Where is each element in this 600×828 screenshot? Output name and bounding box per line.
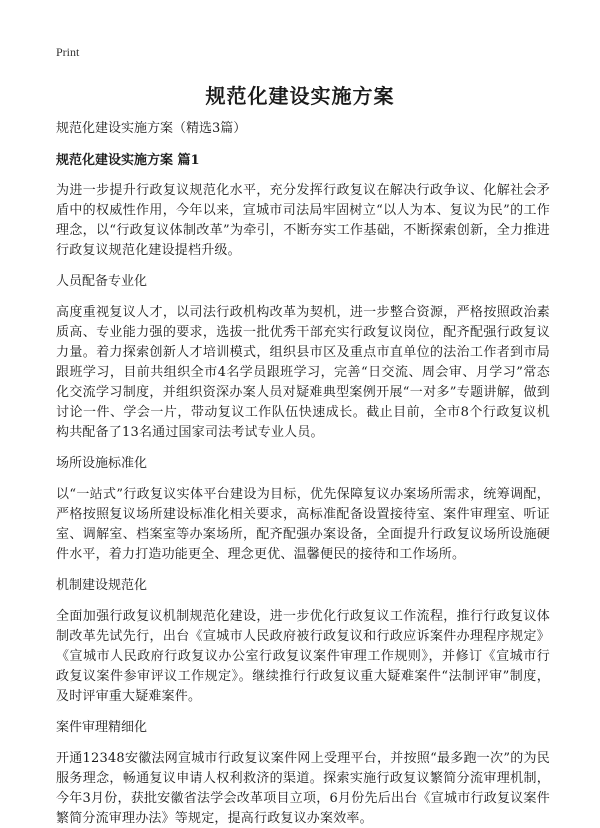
section-heading-case-review: 案件审理精细化 (56, 720, 148, 735)
section-body-staffing: 高度重视复议人才，以司法行政机构改革为契机，进一步整合资源，严格按照政治素质高、专业能力强的要求，选拔一批优秀干部充实行政复议岗位，配齐配强行政复议力量。着力探索创新人才培训模式，组织县市区及重点市直单位的法治工作者到市局跟班学习，目前共组织全市4名学员跟班学习，完善“日交流、周会审、月学习”常态化交流学习制度，并组织资深办案人员对疑难典型案例开展“一对多”专题讲解，做到讨论一件、学会一片，带动复议工作队伍快速成长。截止目前，全市8个行政复议机构共配备了13名通过国家司法考试专业人员。 (56, 305, 550, 440)
section-body-mechanism: 全面加强行政复议机制规范化建设，进一步优化行政复议工作流程，推行行政复议体制改革先试先行，出台《宣城市人民政府被行政复议和行政应诉案件办理程序规定》《宣城市人民政府行政复议办公室行政复议案件审理工作规则》，并修订《宣城市行政复议案件参审评议工作规定》。继续推行行政复议重大疑难案件“法制评审”制度，及时评审重大疑难案件。 (56, 609, 550, 704)
print-link[interactable]: Print (56, 45, 80, 59)
section-body-facilities: 以“一站式”行政复议实体平台建设为目标，优先保障复议办案场所需求，统筹调配，严格按照复议场所建设标准化相关要求，高标准配备设置接待室、案件审理室、听证室、调解室、档案室等办案场所，配齐配强办案设备，全面提升行政复议场所设施硬件水平，着力打造功能更全、理念更优、温馨便民的接待和工作场所。 (56, 487, 550, 562)
section-heading-staffing: 人员配备专业化 (56, 274, 148, 289)
intro-paragraph: 为进一步提升行政复议规范化水平，充分发挥行政复议在解决行政争议、化解社会矛盾中的权威性作用，今年以来，宣城市司法局牢固树立“以人为本、复议为民”的工作理念，以“行政复议体制改革”为牵引，不断夯实工作基础，不断探索创新，全力推进行政复议规范化建设提档升级。 (56, 183, 550, 258)
page-title: 规范化建设实施方案 (205, 84, 395, 108)
document-body (56, 119, 550, 828)
document-subtitle: 规范化建设实施方案（精选3篇） (56, 121, 247, 136)
section-heading-mechanism: 机制建设规范化 (56, 578, 148, 593)
section-body-case-review: 开通12348安徽法网宣城市行政复议案件网上受理平台，并按照“最多跑一次”的为民服务理念，畅通复议申请人权利救济的渠道。探索实施行政复议繁简分流审理机制，今年3月份，获批安徽省法学会改革项目立项，6月份先后出台《宣城市行政复议案件繁简分流审理办法》等规定，提高行政复议办案效率。 (56, 751, 550, 826)
section-heading-facilities: 场所设施标准化 (56, 456, 148, 471)
article-heading: 规范化建设实施方案 篇1 (56, 153, 200, 168)
